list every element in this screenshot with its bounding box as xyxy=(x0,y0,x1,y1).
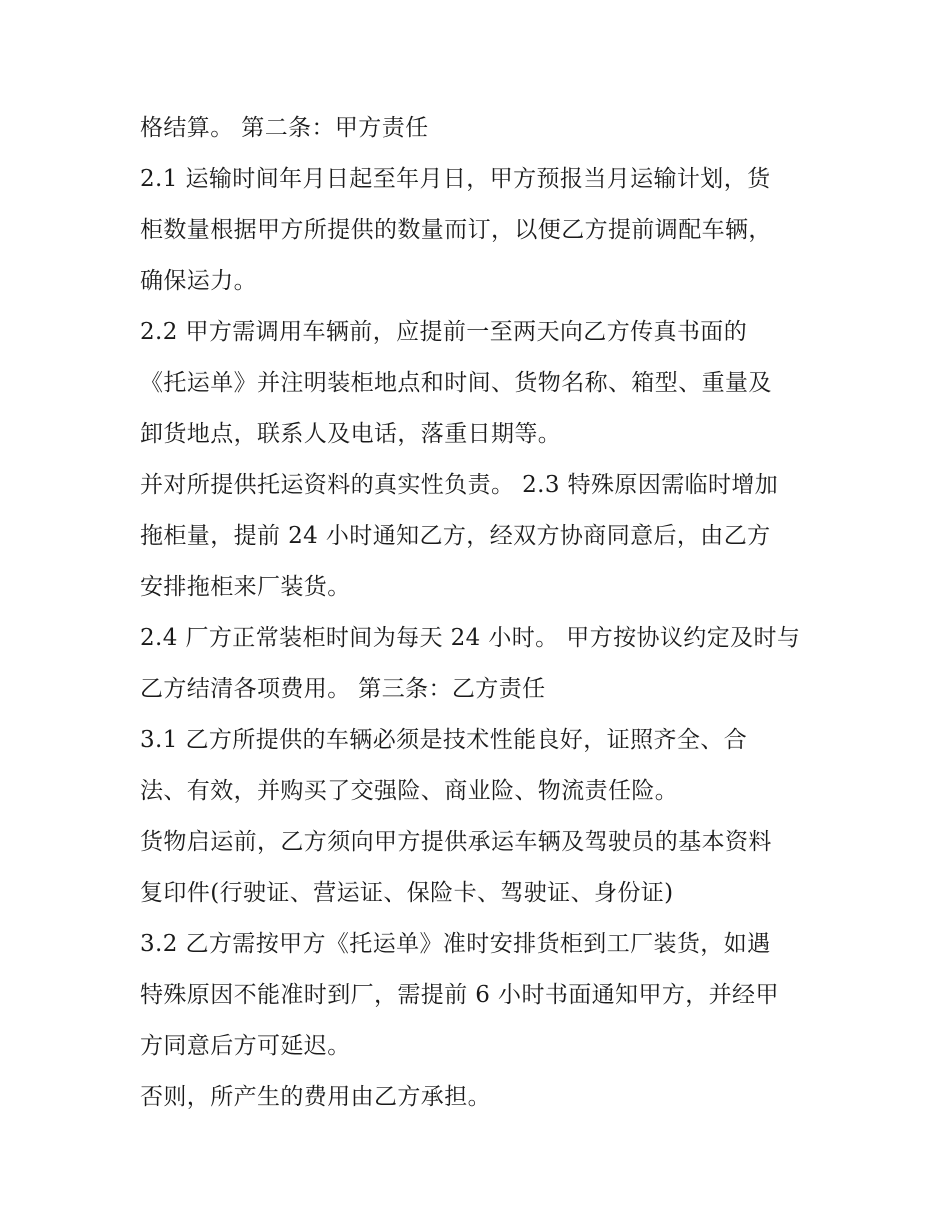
text-line: 2.2 甲方需调用车辆前，应提前一至两天向乙方传真书面的 xyxy=(140,319,748,345)
text-line: 乙方结清各项费用。 第三条：乙方责任 xyxy=(140,676,546,702)
text-line: 2.4 厂方正常装柜时间为每天 24 小时。 甲方按协议约定及时与 xyxy=(140,625,801,651)
text-line: 货物启运前，乙方须向甲方提供承运车辆及驾驶员的基本资料 xyxy=(140,829,772,855)
text-line: 柜数量根据甲方所提供的数量而订，以便乙方提前调配车辆， xyxy=(140,217,772,243)
text-line: 《托运单》并注明装柜地点和时间、货物名称、箱型、重量及 xyxy=(140,370,772,396)
text-line: 方同意后方可延迟。 xyxy=(140,1033,351,1059)
text-line: 确保运力。 xyxy=(140,268,257,294)
text-line: 并对所提供托运资料的真实性负责。 2.3 特殊原因需临时增加 xyxy=(140,472,779,498)
text-line: 2.1 运输时间年月日起至年月日，甲方预报当月运输计划，货 xyxy=(140,166,771,192)
text-line: 格结算。 第二条：甲方责任 xyxy=(140,115,429,141)
text-line: 法、有效，并购买了交强险、商业险、物流责任险。 xyxy=(140,778,679,804)
text-line: 3.2 乙方需按甲方《托运单》准时安排货柜到工厂装货，如遇 xyxy=(140,931,771,957)
text-line: 安排拖柜来厂装货。 xyxy=(140,574,351,600)
text-line: 3.1 乙方所提供的车辆必须是技术性能良好，证照齐全、合 xyxy=(140,727,748,753)
text-line: 特殊原因不能准时到厂，需提前 6 小时书面通知甲方，并经甲 xyxy=(140,982,779,1008)
text-line: 复印件(行驶证、营运证、保险卡、驾驶证、身份证) xyxy=(140,880,674,906)
text-line: 拖柜量，提前 24 小时通知乙方，经双方协商同意后，由乙方 xyxy=(140,523,771,549)
text-line: 否则，所产生的费用由乙方承担。 xyxy=(140,1084,491,1110)
document-body xyxy=(140,103,830,1123)
text-line: 卸货地点，联系人及电话，落重日期等。 xyxy=(140,421,562,447)
